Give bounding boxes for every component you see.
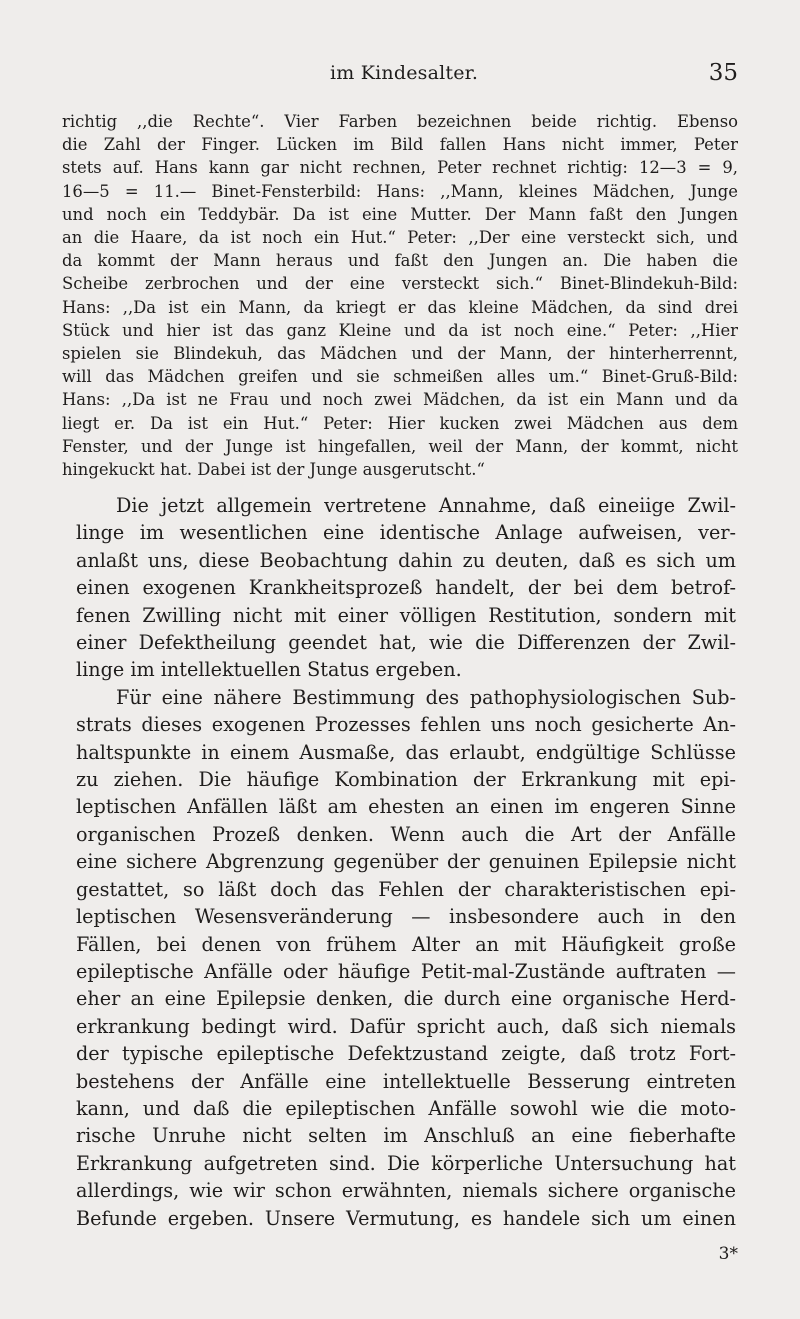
- case-report-excerpt: [62, 110, 738, 481]
- text-line: haltspunkte in einem Ausmaße, das erlaubt, endgültige Schlüsse: [76, 740, 736, 764]
- text-line: allerdings, wie wir schon erwähnten, niemals sichere organische: [76, 1179, 736, 1203]
- text-line: Hans: ,,Da ist ein Mann, da kriegt er das kleine Mädchen, da sind drei: [62, 297, 738, 317]
- text-line: leptischen Wesensveränderung — insbesondere auch in den: [76, 905, 736, 929]
- text-line: der typische epileptische Defektzustand zeigte, daß trotz Fort-: [76, 1042, 736, 1066]
- text-line: die Zahl der Finger. Lücken im Bild fallen Hans nicht immer, Peter: [62, 135, 738, 155]
- text-line: zu ziehen. Die häufige Kombination der Erkrankung mit epi-: [76, 768, 736, 792]
- discussion-text: [76, 492, 736, 1232]
- text-line: linge im wesentlichen eine identische Anlage aufweisen, ver-: [76, 521, 736, 545]
- running-header: [0, 58, 800, 94]
- text-line: eher an eine Epilepsie denken, die durch eine organische Herd-: [76, 987, 736, 1011]
- text-line: da kommt der Mann heraus und faßt den Jungen an. Die haben die: [62, 251, 738, 271]
- paragraph-1: [76, 492, 736, 684]
- text-line: Befunde ergeben. Unsere Vermutung, es handele sich um einen: [76, 1206, 736, 1230]
- page-number: 35: [708, 60, 738, 86]
- text-line: organischen Prozeß denken. Wenn auch die Art der Anfälle: [76, 822, 736, 846]
- text-line: linge im intellektuellen Status ergeben.: [76, 658, 462, 682]
- text-line: liegt er. Da ist ein Hut.“ Peter: Hier kucken zwei Mädchen aus dem: [62, 413, 738, 433]
- text-line: Fällen, bei denen von frühem Alter an mit Häufigkeit große: [76, 932, 736, 956]
- text-line: kann, und daß die epileptischen Anfälle sowohl wie die moto-: [76, 1096, 736, 1120]
- text-line: epileptische Anfälle oder häufige Petit-mal-Zustände auftraten —: [76, 959, 736, 983]
- text-line: strats dieses exogenen Prozesses fehlen uns noch gesicherte An-: [76, 713, 736, 737]
- text-line: anlaßt uns, diese Beobachtung dahin zu deuten, daß es sich um: [76, 548, 736, 572]
- text-line: Hans: ,,Da ist ne Frau und noch zwei Mädchen, da ist ein Mann und da: [62, 390, 738, 410]
- text-line: richtig ,,die Rechte“. Vier Farben bezeichnen beide richtig. Ebenso: [62, 112, 738, 131]
- text-line: Stück und hier ist das ganz Kleine und da ist noch eine.“ Peter: ,,Hier: [62, 320, 738, 340]
- paragraph-2: [76, 684, 736, 1232]
- text-line: stets auf. Hans kann gar nicht rechnen, Peter rechnet richtig: 12—3 = 9,: [62, 158, 738, 178]
- text-line: leptischen Anfällen läßt am ehesten an einen im engeren Sinne: [76, 795, 736, 819]
- text-line: will das Mädchen greifen und sie schmeißen alles um.“ Binet-Gruß-Bild:: [62, 367, 738, 387]
- text-line: und noch ein Teddybär. Da ist eine Mutter. Der Mann faßt den Jungen: [62, 204, 738, 224]
- text-line: rische Unruhe nicht selten im Anschluß an eine fieberhafte: [76, 1124, 736, 1148]
- text-line: hingekuckt hat. Dabei ist der Junge ausgerutscht.“: [62, 460, 485, 480]
- text-line: fenen Zwilling nicht mit einer völligen Restitution, sondern mit: [76, 603, 736, 627]
- text-line: Für eine nähere Bestimmung des pathophysiologischen Sub-: [116, 685, 736, 709]
- text-line: 16—5 = 11.— Binet-Fensterbild: Hans: ,,Mann, kleines Mädchen, Junge: [62, 181, 738, 201]
- text-line: bestehens der Anfälle eine intellektuelle Besserung eintreten: [76, 1069, 736, 1093]
- text-line: eine sichere Abgrenzung gegenüber der genuinen Epilepsie nicht: [76, 850, 736, 874]
- text-line: Erkrankung aufgetreten sind. Die körperliche Untersuchung hat: [76, 1151, 736, 1175]
- text-line: Die jetzt allgemein vertretene Annahme, daß eineiige Zwil-: [116, 494, 736, 517]
- signature-mark: 3*: [718, 1244, 738, 1264]
- text-line: erkrankung bedingt wird. Dafür spricht auch, daß sich niemals: [76, 1014, 736, 1038]
- text-line: einer Defektheilung geendet hat, wie die Differenzen der Zwil-: [76, 631, 736, 655]
- text-line: Scheibe zerbrochen und der eine versteckt sich.“ Binet-Blindekuh-Bild:: [62, 274, 738, 294]
- text-line: spielen sie Blindekuh, das Mädchen und der Mann, der hinterherrennt,: [62, 344, 738, 364]
- running-title: im Kindesalter.: [330, 62, 479, 84]
- text-line: an die Haare, da ist noch ein Hut.“ Peter: ,,Der eine versteckt sich, und: [62, 228, 738, 248]
- text-line: Fenster, und der Junge ist hingefallen, weil der Mann, der kommt, nicht: [62, 436, 738, 456]
- text-line: gestattet, so läßt doch das Fehlen der charakteristischen epi-: [76, 877, 736, 901]
- text-line: einen exogenen Krankheitsprozeß handelt, der bei dem betrof-: [76, 576, 736, 600]
